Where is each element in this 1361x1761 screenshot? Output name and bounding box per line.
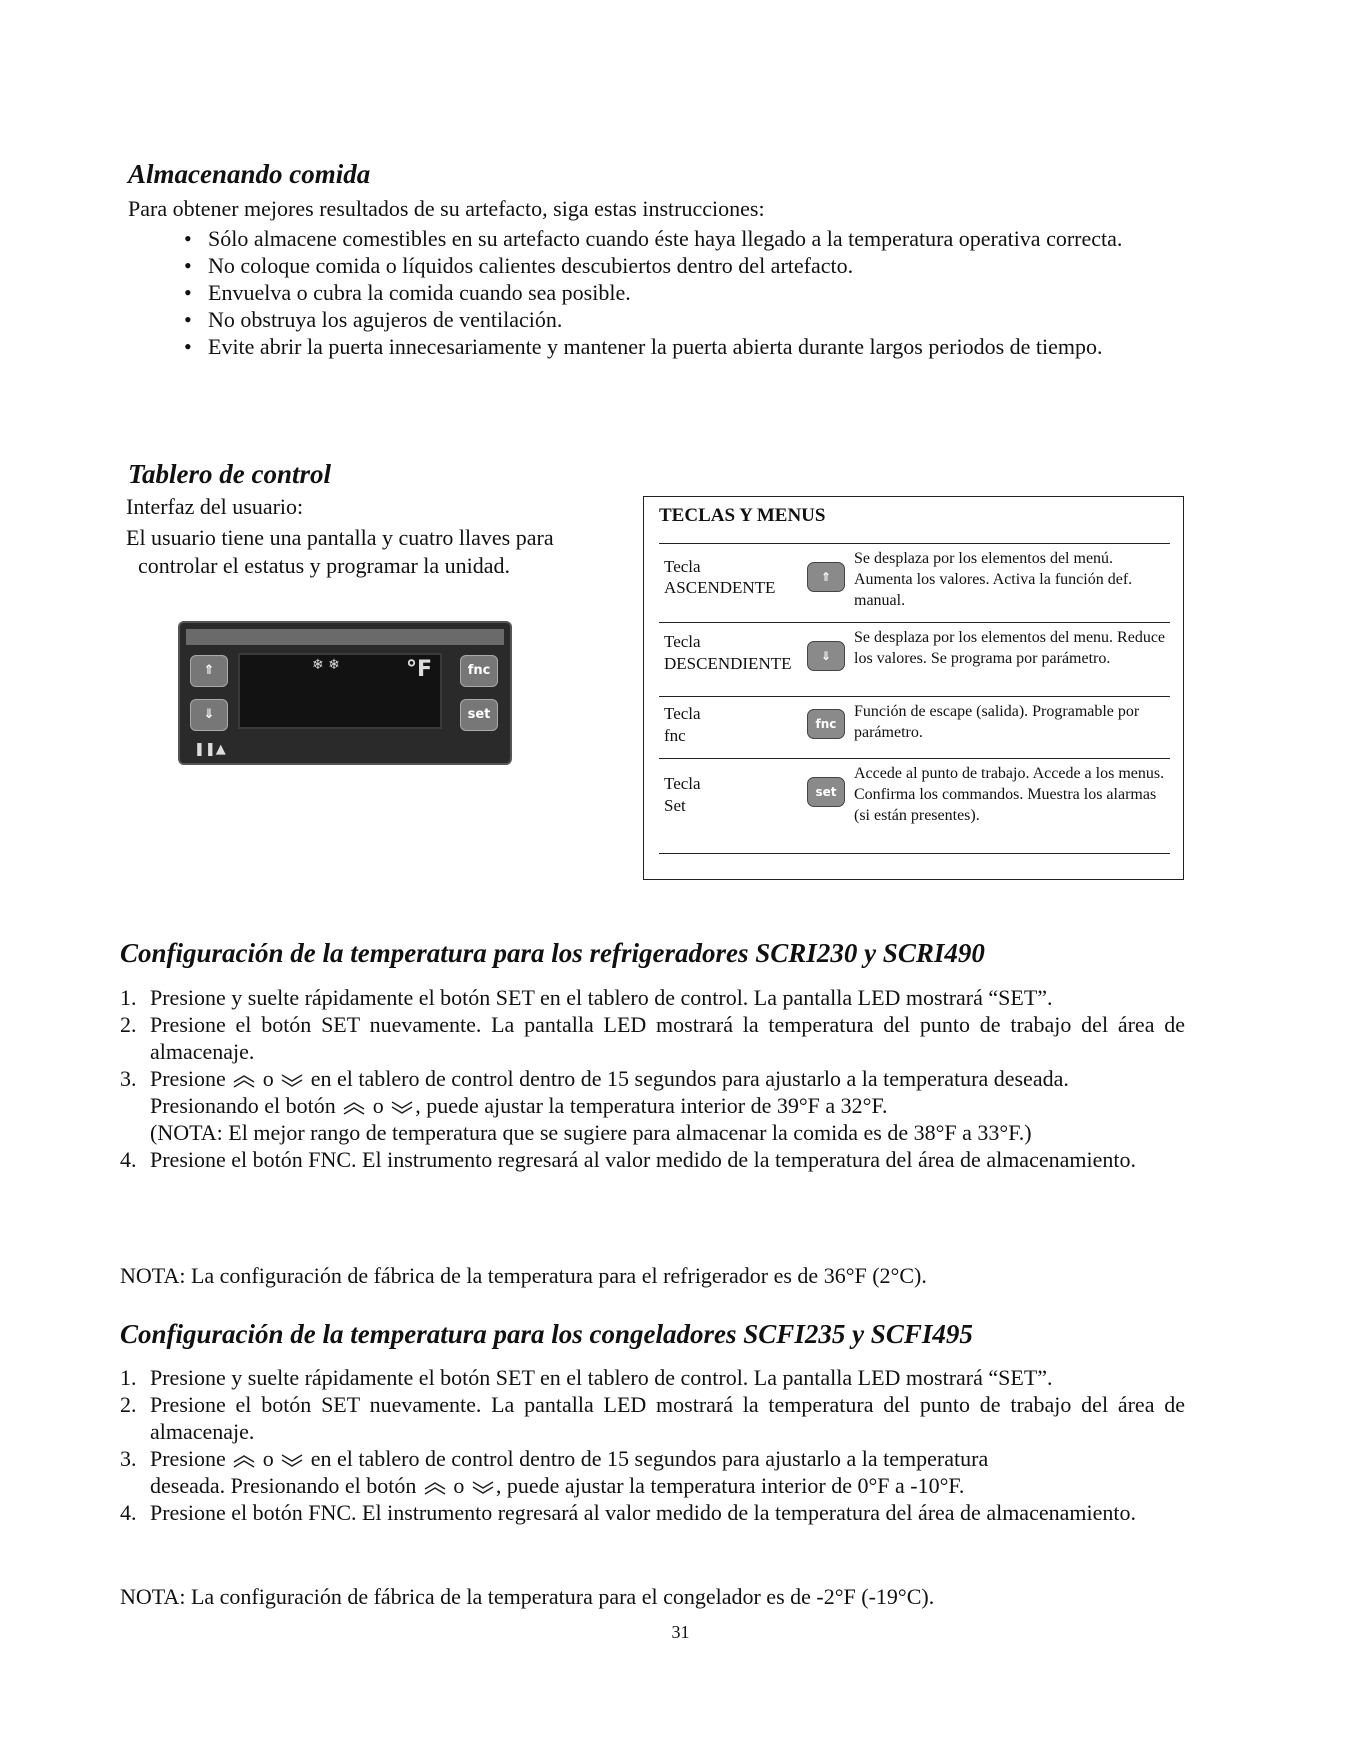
key-label-2: Set — [664, 796, 686, 815]
display-unit: °F — [405, 657, 432, 682]
list-item: • Evite abrir la puerta innecesariamente y mantener la puerta abierta durante largos periodos de tiempo. — [184, 333, 1194, 360]
control-panel-image — [178, 621, 512, 765]
keys-table-title: TECLAS Y MENUS — [659, 505, 826, 526]
list-item: 1. Presione y suelte rápidamente el botón SET en el tablero de control. La pantalla LED mostrará “SET”. — [120, 985, 1053, 1010]
down-arrow-key-icon: ⇓ — [807, 641, 845, 671]
page-number: 31 — [671, 1622, 690, 1642]
key-description: Función de escape (salida). Programable por parámetro. — [854, 703, 1140, 741]
panel-fnc-button: fnc — [460, 655, 498, 687]
panel-set-button: set — [460, 699, 498, 731]
fridge-steps — [120, 984, 1185, 1173]
list-item: 1. Presione y suelte rápidamente el botón SET en el tablero de control. La pantalla LED mostrará “SET”. — [120, 1365, 1053, 1390]
down-chevrons-icon — [279, 1073, 305, 1089]
list-item: 4. Presione el botón FNC. El instrumento regresará al valor medido de la temperatura del área de almacenamiento. — [120, 1147, 1136, 1172]
fridge-heading: Configuración de la temperatura para los refrigeradores SCRI230 y SCRI490 — [120, 938, 985, 968]
down-chevrons-icon — [279, 1453, 305, 1469]
up-chevrons-icon — [422, 1480, 448, 1496]
key-label-2: DESCENDIENTE — [664, 654, 792, 673]
list-item: • No coloque comida o líquidos calientes descubiertos dentro del artefacto. — [184, 252, 1194, 279]
storing-intro: Para obtener mejores resultados de su artefacto, siga estas instrucciones: — [128, 196, 765, 221]
fridge-note: NOTA: La configuración de fábrica de la temperatura para el refrigerador es de 36°F (2°C). — [120, 1263, 927, 1288]
list-item: 2. Presione el botón SET nuevamente. La pantalla LED mostrará la temperatura del punto de trabajo del área de almacenaje. — [120, 1012, 1185, 1064]
list-item: 2. Presione el botón SET nuevamente. La pantalla LED mostrará la temperatura del punto de trabajo del área de almacenaje. — [120, 1392, 1185, 1444]
panel-up-button: ⇑ — [190, 655, 228, 687]
control-line-2: El usuario tiene una pantalla y cuatro llaves para — [126, 525, 554, 550]
table-row — [659, 696, 1170, 755]
key-label-1: Tecla — [664, 632, 701, 651]
key-label-1: Tecla — [664, 557, 701, 576]
list-item: 3. Presione o en el tablero de control dentro de 15 segundos para ajustarlo a la temperatura deseada. Presionando el botón o , puede ajustar la temperatura interior de 0°F a -10°F. — [120, 1446, 989, 1498]
control-line-1: Interfaz del usuario: — [126, 494, 304, 519]
keys-menu-table — [643, 496, 1184, 880]
key-label-2: ASCENDENTE — [664, 578, 776, 597]
key-description: Se desplaza por los elementos del menú. Aumenta los valores. Activa la función def. manual. — [854, 550, 1133, 609]
control-line-3: controlar el estatus y programar la unidad. — [138, 553, 511, 578]
list-item: • Envuelva o cubra la comida cuando sea posible. — [184, 279, 1194, 306]
storing-bullet-list — [184, 225, 1194, 360]
set-key-icon: set — [807, 777, 845, 807]
up-chevrons-icon — [341, 1100, 367, 1116]
brand-logo-icon: ❚❚▲ — [194, 742, 226, 757]
up-chevrons-icon — [231, 1073, 257, 1089]
up-arrow-key-icon: ⇑ — [807, 562, 845, 592]
panel-top-bar — [186, 629, 504, 645]
freezer-heading: Configuración de la temperatura para los congeladores SCFI235 y SCFI495 — [120, 1319, 973, 1349]
control-heading: Tablero de control — [128, 459, 332, 489]
list-item: • Sólo almacene comestibles en su artefacto cuando éste haya llegado a la temperatura operativa correcta. — [184, 225, 1194, 252]
freezer-steps — [120, 1364, 1185, 1526]
down-chevrons-icon — [389, 1100, 415, 1116]
table-row — [659, 622, 1170, 693]
storing-heading: Almacenando comida — [128, 159, 371, 189]
key-label-2: fnc — [664, 726, 686, 745]
key-description: Accede al punto de trabajo. Accede a los menus. Confirma los commandos. Muestra los alarmas (si están presentes). — [854, 765, 1165, 824]
freezer-note: NOTA: La configuración de fábrica de la temperatura para el congelador es de -2°F (-19°C). — [120, 1584, 935, 1609]
fnc-key-icon: fnc — [807, 709, 845, 739]
display-snowflake-icon: ❄ ❄ — [312, 657, 340, 673]
key-label-1: Tecla — [664, 774, 701, 793]
table-row — [659, 543, 1170, 620]
list-item: 4. Presione el botón FNC. El instrumento regresará al valor medido de la temperatura del área de almacenamiento. — [120, 1500, 1136, 1525]
up-chevrons-icon — [231, 1453, 257, 1469]
list-item: 3. Presione o en el tablero de control dentro de 15 segundos para ajustarlo a la temperatura deseada. Presionando el botón o , puede ajustar la temperatura interior de 39°F a 32°F. (NOTA: El mejor rango de temperatura que se sugiere para almacenar la comida es de 38°F a 33°F.) — [120, 1066, 1069, 1145]
key-label-1: Tecla — [664, 704, 701, 723]
panel-down-button: ⇓ — [190, 699, 228, 731]
key-description: Se desplaza por los elementos del menu. Reduce los valores. Se programa por parámetro. — [854, 629, 1166, 667]
down-chevrons-icon — [470, 1480, 496, 1496]
table-row — [659, 758, 1170, 854]
panel-display — [238, 653, 442, 729]
list-item: • No obstruya los agujeros de ventilación. — [184, 306, 1194, 333]
